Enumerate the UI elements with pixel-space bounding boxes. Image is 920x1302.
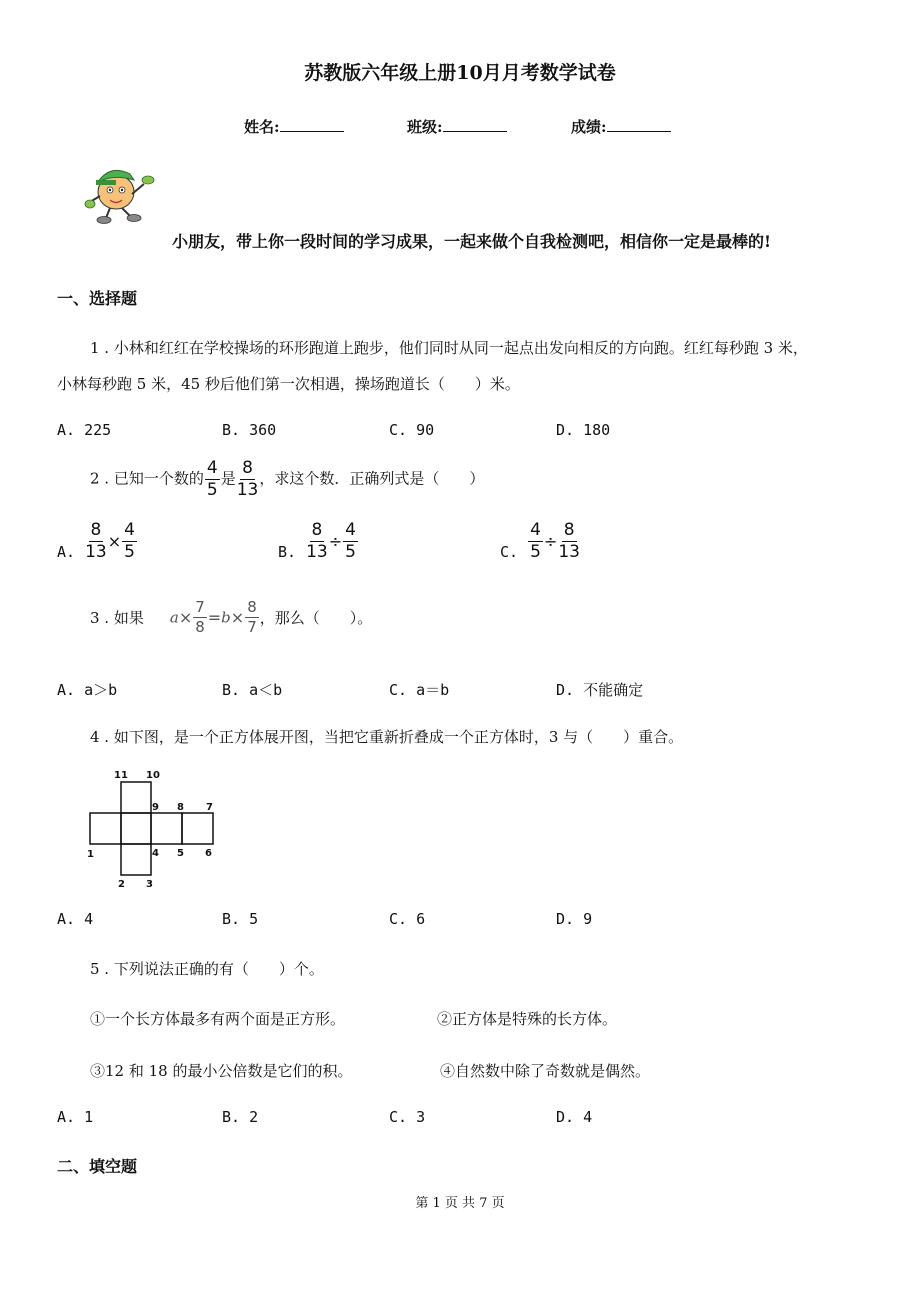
q1-option-b[interactable]: B. 360 (222, 421, 277, 439)
cube-net-diagram (84, 764, 224, 892)
q2-fraction-2: $\frac{8}{13}$ (236, 458, 259, 500)
q3-option-d[interactable]: D. 不能确定 (556, 681, 644, 699)
section-heading-choice: 一、选择题 (57, 289, 138, 308)
question-4: 4 . 如下图，是一个正方体展开图，当把它重新折叠成一个正方体时，3 与（ ）重合。 (90, 728, 684, 746)
q5-statement-4: ④自然数中除了奇数就是偶然。 (440, 1062, 651, 1080)
net-label-11: 11 (114, 770, 128, 781)
score-label: 成绩: (571, 118, 607, 136)
greeting-text: 小朋友，带上你一段时间的学习成果，一起来做个自我检测吧，相信你一定是最棒的! (172, 232, 772, 251)
q4-option-c[interactable]: C. 6 (389, 910, 426, 928)
score-field (571, 116, 671, 137)
question-1-line-2: 小林每秒跑 5 米，45 秒后他们第一次相遇，操场跑道长（ ）米。 (57, 375, 520, 393)
q3-option-a[interactable]: A. a＞b (57, 681, 118, 699)
question-1-line-1: 1 . 小林和红红在学校操场的环形跑道上跑步，他们同时从同一起点出发向相反的方向跑。红红每秒跑 3 米， (90, 339, 808, 357)
q1-option-a[interactable]: A. 225 (57, 421, 112, 439)
q5-statement-3: ③12 和 18 的最小公倍数是它们的积。 (90, 1062, 353, 1080)
net-label-6: 6 (205, 848, 212, 859)
mascot-illustration (84, 160, 160, 226)
q2-prefix: 2 . 已知一个数的 (90, 469, 204, 488)
class-label: 班级: (407, 118, 443, 136)
net-label-10: 10 (146, 770, 160, 781)
q2-option-a[interactable]: A. $\frac{8}{13}$ × $\frac{4}{5}$ (57, 520, 135, 562)
class-field (407, 116, 507, 137)
net-label-7: 7 (206, 802, 213, 813)
net-label-5: 5 (177, 848, 184, 859)
q4-option-b[interactable]: B. 5 (222, 910, 259, 928)
name-field (244, 116, 344, 137)
q1-option-d[interactable]: D. 180 (556, 421, 611, 439)
q2-suffix: ，求这个数．正确列式是（ ） (259, 469, 485, 488)
net-label-2: 2 (118, 879, 125, 890)
q5-option-b[interactable]: B. 2 (222, 1108, 259, 1126)
q5-option-d[interactable]: D. 4 (556, 1108, 593, 1126)
q3-fraction-2: $\frac{8}{7}$ (247, 598, 257, 636)
question-5: 5 . 下列说法正确的有（ ）个。 (90, 960, 324, 978)
net-label-3: 3 (146, 879, 153, 890)
q3-suffix: ，那么（ ）。 (259, 609, 373, 627)
section-heading-fill: 二、填空题 (57, 1157, 138, 1176)
net-label-4: 4 (152, 848, 159, 859)
q5-option-a[interactable]: A. 1 (57, 1108, 94, 1126)
q4-option-a[interactable]: A. 4 (57, 910, 94, 928)
q4-option-d[interactable]: D. 9 (556, 910, 593, 928)
page-title: 苏教版六年级上册10月月考数学试卷 (304, 62, 616, 84)
net-label-9: 9 (152, 802, 159, 813)
q5-option-c[interactable]: C. 3 (389, 1108, 426, 1126)
q3-option-b[interactable]: B. a＜b (222, 681, 283, 699)
q3-fraction-1: $\frac{7}{8}$ (195, 598, 205, 636)
name-label: 姓名: (244, 118, 280, 136)
net-label-1: 1 (87, 849, 94, 860)
name-blank[interactable] (280, 117, 344, 132)
q3-option-c[interactable]: C. a＝b (389, 681, 450, 699)
q5-statement-2: ②正方体是特殊的长方体。 (437, 1010, 618, 1028)
page-footer: 第 1 页 共 7 页 (415, 1196, 505, 1211)
class-blank[interactable] (443, 117, 507, 132)
q2-mid: 是 (220, 469, 236, 488)
question-3: 3 . 如果 a× $\frac{7}{8}$ =b× $\frac{8}{7}$ ，那么（ ）。 (90, 598, 373, 636)
net-label-8: 8 (177, 802, 184, 813)
score-blank[interactable] (607, 117, 671, 132)
q1-option-c[interactable]: C. 90 (389, 421, 435, 439)
question-2 (90, 460, 484, 499)
q2-option-b[interactable]: B. $\frac{8}{13}$ ÷ $\frac{4}{5}$ (278, 520, 356, 562)
q3-prefix: 3 . 如果 (90, 609, 144, 627)
q5-statement-1: ①一个长方体最多有两个面是正方形。 (90, 1010, 346, 1028)
q2-fraction-1: $\frac{4}{5}$ (206, 458, 218, 500)
q2-option-c[interactable]: C. $\frac{4}{5}$ ÷ $\frac{8}{13}$ (500, 520, 580, 562)
